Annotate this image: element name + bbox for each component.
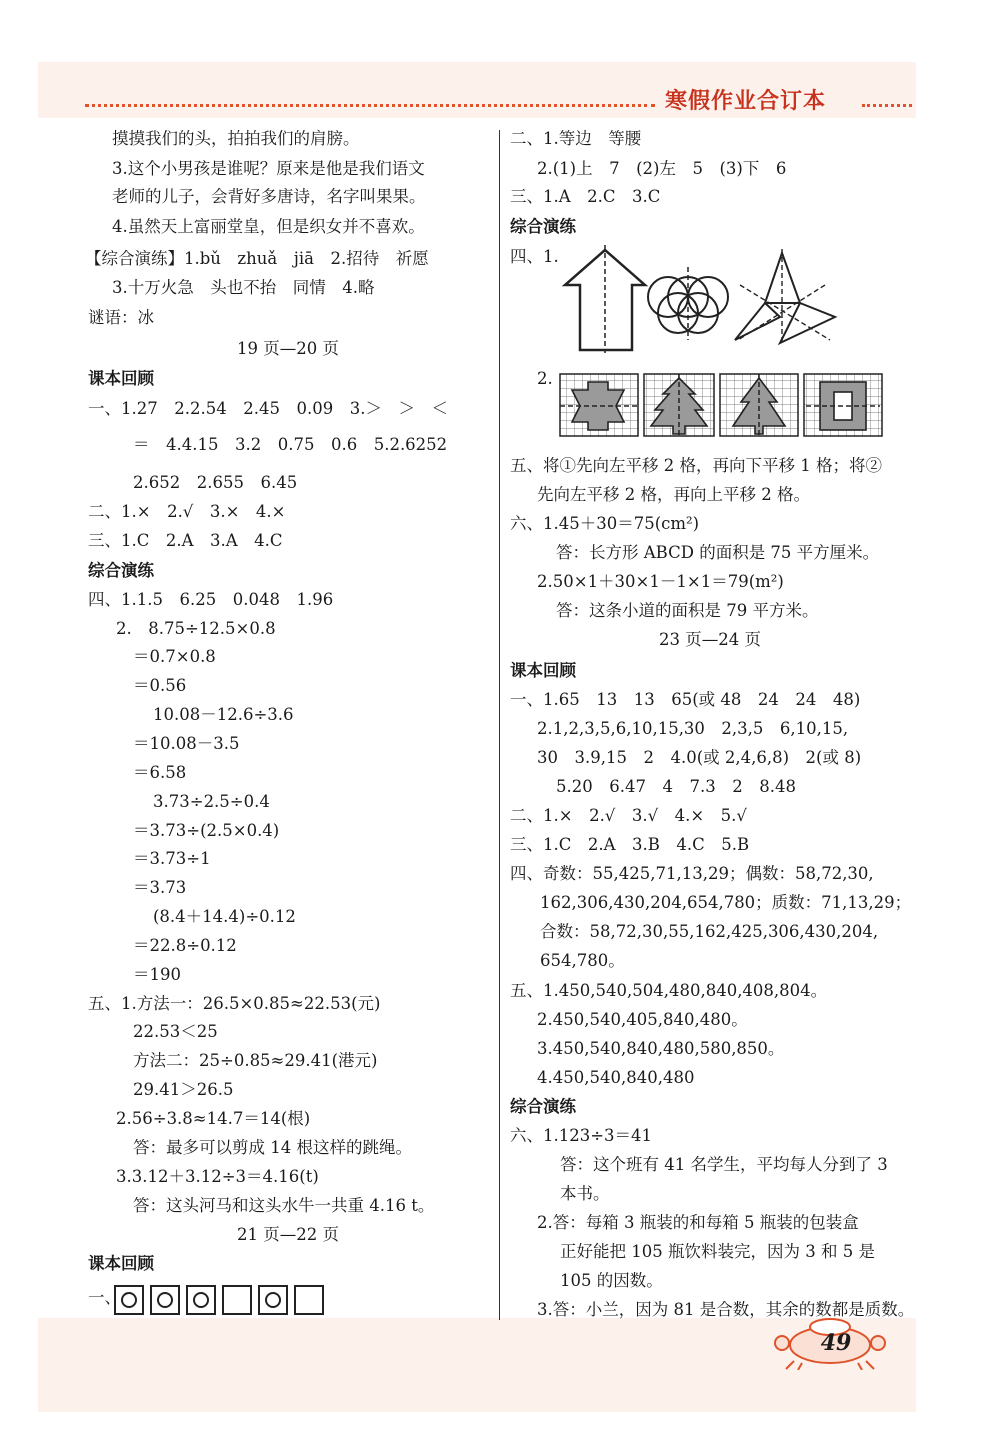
text-line: 六、1.45＋30＝75(cm²): [510, 514, 700, 533]
text-line: 二、1.× 2.√ 3.√ 4.× 5.√: [510, 806, 747, 825]
text-line: 五、1.450,540,504,480,840,408,804。: [510, 981, 828, 1000]
text-line: 四、奇数：55,425,71,13,29；偶数：58,72,30,: [510, 864, 874, 883]
text-line: 五、1.方法一：26.5×0.85≈22.53(元): [88, 994, 381, 1013]
subsection-heading: 课本回顾: [88, 1254, 154, 1273]
text-line: 方法二：25÷0.85≈29.41(港元): [133, 1051, 378, 1070]
text-line: 2.(1)上 7 (2)左 5 (3)下 6: [537, 159, 787, 178]
empty-box: [222, 1285, 252, 1315]
text-line: 三、1.C 2.A 3.B 4.C 5.B: [510, 835, 750, 854]
subsection-heading: 综合演练: [510, 1097, 576, 1116]
circle-icon: [121, 1292, 137, 1308]
header-dotted-rule: [85, 104, 655, 107]
symmetry-figures: [560, 245, 910, 355]
page-number: 49: [820, 1330, 852, 1356]
text-line: 五、将①先向左平移 2 格，再向下平移 1 格；将②: [510, 456, 882, 475]
circle-icon: [265, 1292, 281, 1308]
section-heading: 19 页—20 页: [237, 339, 339, 358]
text-line: 3.73÷2.5÷0.4: [153, 792, 270, 811]
text-line: 3.十万火急 头也不抬 同情 4.略: [112, 278, 375, 297]
text-line: ＝0.56: [133, 676, 187, 695]
text-line: ＝10.08－3.5: [133, 734, 240, 753]
box-with-circle: [186, 1285, 216, 1315]
text-line: 先向左平移 2 格，再向上平移 2 格。: [537, 485, 810, 504]
text-line: 3.答：小兰，因为 81 是合数，其余的数都是质数。: [537, 1300, 915, 1319]
text-line: 30 3.9,15 2 4.0(或 2,4,6,8) 2(或 8): [537, 748, 862, 767]
text-line: ＝3.73: [133, 878, 187, 897]
subsection-heading: 课本回顾: [88, 369, 154, 388]
text-line: 答：这个班有 41 名学生，平均每人分到了 3: [560, 1155, 888, 1174]
text-line: 5.20 6.47 4 7.3 2 8.48: [556, 777, 796, 796]
section-heading: 23 页—24 页: [659, 630, 761, 649]
text-line: 六、1.123÷3＝41: [510, 1126, 653, 1145]
text-line: (8.4＋14.4)÷0.12: [153, 907, 296, 926]
text-line: 答：最多可以剪成 14 根这样的跳绳。: [133, 1138, 412, 1157]
text-line: 二、1.× 2.√ 3.× 4.×: [88, 502, 286, 521]
subsection-heading: 课本回顾: [510, 661, 576, 680]
text-line: 答：长方形 ABCD 的面积是 75 平方厘米。: [556, 543, 880, 562]
text-line: ＝190: [133, 965, 181, 984]
subsection-heading: 综合演练: [510, 217, 576, 236]
text-line: 三、1.A 2.C 3.C: [510, 187, 661, 206]
text-line: 老师的儿子，会背好多唐诗，名字叫果果。: [112, 187, 426, 206]
item-label: 2.: [537, 369, 553, 388]
empty-box: [294, 1285, 324, 1315]
header-title: 寒假作业合订本: [665, 88, 827, 114]
header-dotted-rule-right: [862, 104, 912, 107]
text-line: 3.这个小男孩是谁呢？原来是他是我们语文: [112, 159, 425, 178]
text-line: 谜语：冰: [88, 308, 154, 327]
text-line: ＝ 4.4.15 3.2 0.75 0.6 5.2.6252: [133, 435, 448, 454]
text-line: ＝22.8÷0.12: [133, 936, 237, 955]
box-with-circle: [258, 1285, 288, 1315]
box-with-circle: [150, 1285, 180, 1315]
text-line: 4.虽然天上富丽堂皇，但是织女并不喜欢。: [112, 217, 425, 236]
text-line: 二、1.等边 等腰: [510, 129, 642, 148]
text-line: ＝3.73÷(2.5×0.4): [133, 821, 280, 840]
text-line: ＝3.73÷1: [133, 849, 211, 868]
text-line: 一、1.65 13 13 65(或 48 24 24 48): [510, 690, 861, 709]
text-line: 摸摸我们的头，拍拍我们的肩膀。: [112, 129, 360, 148]
circle-icon: [157, 1292, 173, 1308]
text-line: 正好能把 105 瓶饮料装完，因为 3 和 5 是: [560, 1242, 875, 1261]
text-line: 3.450,540,840,480,580,850。: [537, 1039, 785, 1058]
text-line: 2.1,2,3,5,6,10,15,30 2,3,5 6,10,15,: [537, 719, 849, 738]
text-line: 10.08－12.6÷3.6: [153, 705, 294, 724]
text-line: 2.答：每箱 3 瓶装的和每箱 5 瓶装的包装盒: [537, 1213, 859, 1232]
text-line: 本书。: [560, 1184, 610, 1203]
item-label: 四、1.: [510, 247, 559, 266]
circle-icon: [193, 1292, 209, 1308]
text-line: 2.450,540,405,840,480。: [537, 1010, 748, 1029]
text-line: 一、1.27 2.2.54 2.45 0.09 3.＞ ＞ ＜: [88, 399, 448, 418]
text-line: 654,780。: [540, 951, 625, 970]
text-line: 3.3.12＋3.12÷3＝4.16(t): [116, 1167, 319, 1186]
text-line: 三、1.C 2.A 3.A 4.C: [88, 531, 283, 550]
subsection-heading: 综合演练: [88, 561, 154, 580]
text-line: 2.56÷3.8≈14.7＝14(根): [116, 1109, 311, 1128]
column-divider: [499, 130, 500, 1320]
text-line: 162,306,430,204,654,780；质数：71,13,29；: [540, 893, 912, 912]
text-line: 答：这条小道的面积是 79 平方米。: [556, 601, 819, 620]
section-heading: 21 页—22 页: [237, 1225, 339, 1244]
box-with-circle: [114, 1285, 144, 1315]
text-line: ＝6.58: [133, 763, 187, 782]
text-line: 4.450,540,840,480: [537, 1068, 695, 1087]
text-line: 2. 8.75÷12.5×0.8: [116, 619, 276, 638]
text-line: 四、1.1.5 6.25 0.048 1.96: [88, 590, 334, 609]
text-line: 105 的因数。: [560, 1271, 663, 1290]
grid-figures: [558, 372, 908, 440]
comparison-box-row: [114, 1285, 330, 1319]
text-line: 2.652 2.655 6.45: [133, 473, 298, 492]
text-line: 【综合演练】1.bǔ zhuǎ jiā 2.招待 祈愿: [85, 249, 429, 268]
text-line: 合数：58,72,30,55,162,425,306,430,204,: [540, 922, 879, 941]
item-label: 一、: [88, 1288, 121, 1307]
text-line: ＝0.7×0.8: [133, 647, 216, 666]
text-line: 2.50×1＋30×1－1×1＝79(m²): [537, 572, 784, 591]
text-line: 29.41＞26.5: [133, 1080, 234, 1099]
text-line: 22.53＜25: [133, 1022, 218, 1041]
trefoil-shape: [735, 253, 835, 343]
text-line: 答：这头河马和这头水牛一共重 4.16 t。: [133, 1196, 435, 1215]
